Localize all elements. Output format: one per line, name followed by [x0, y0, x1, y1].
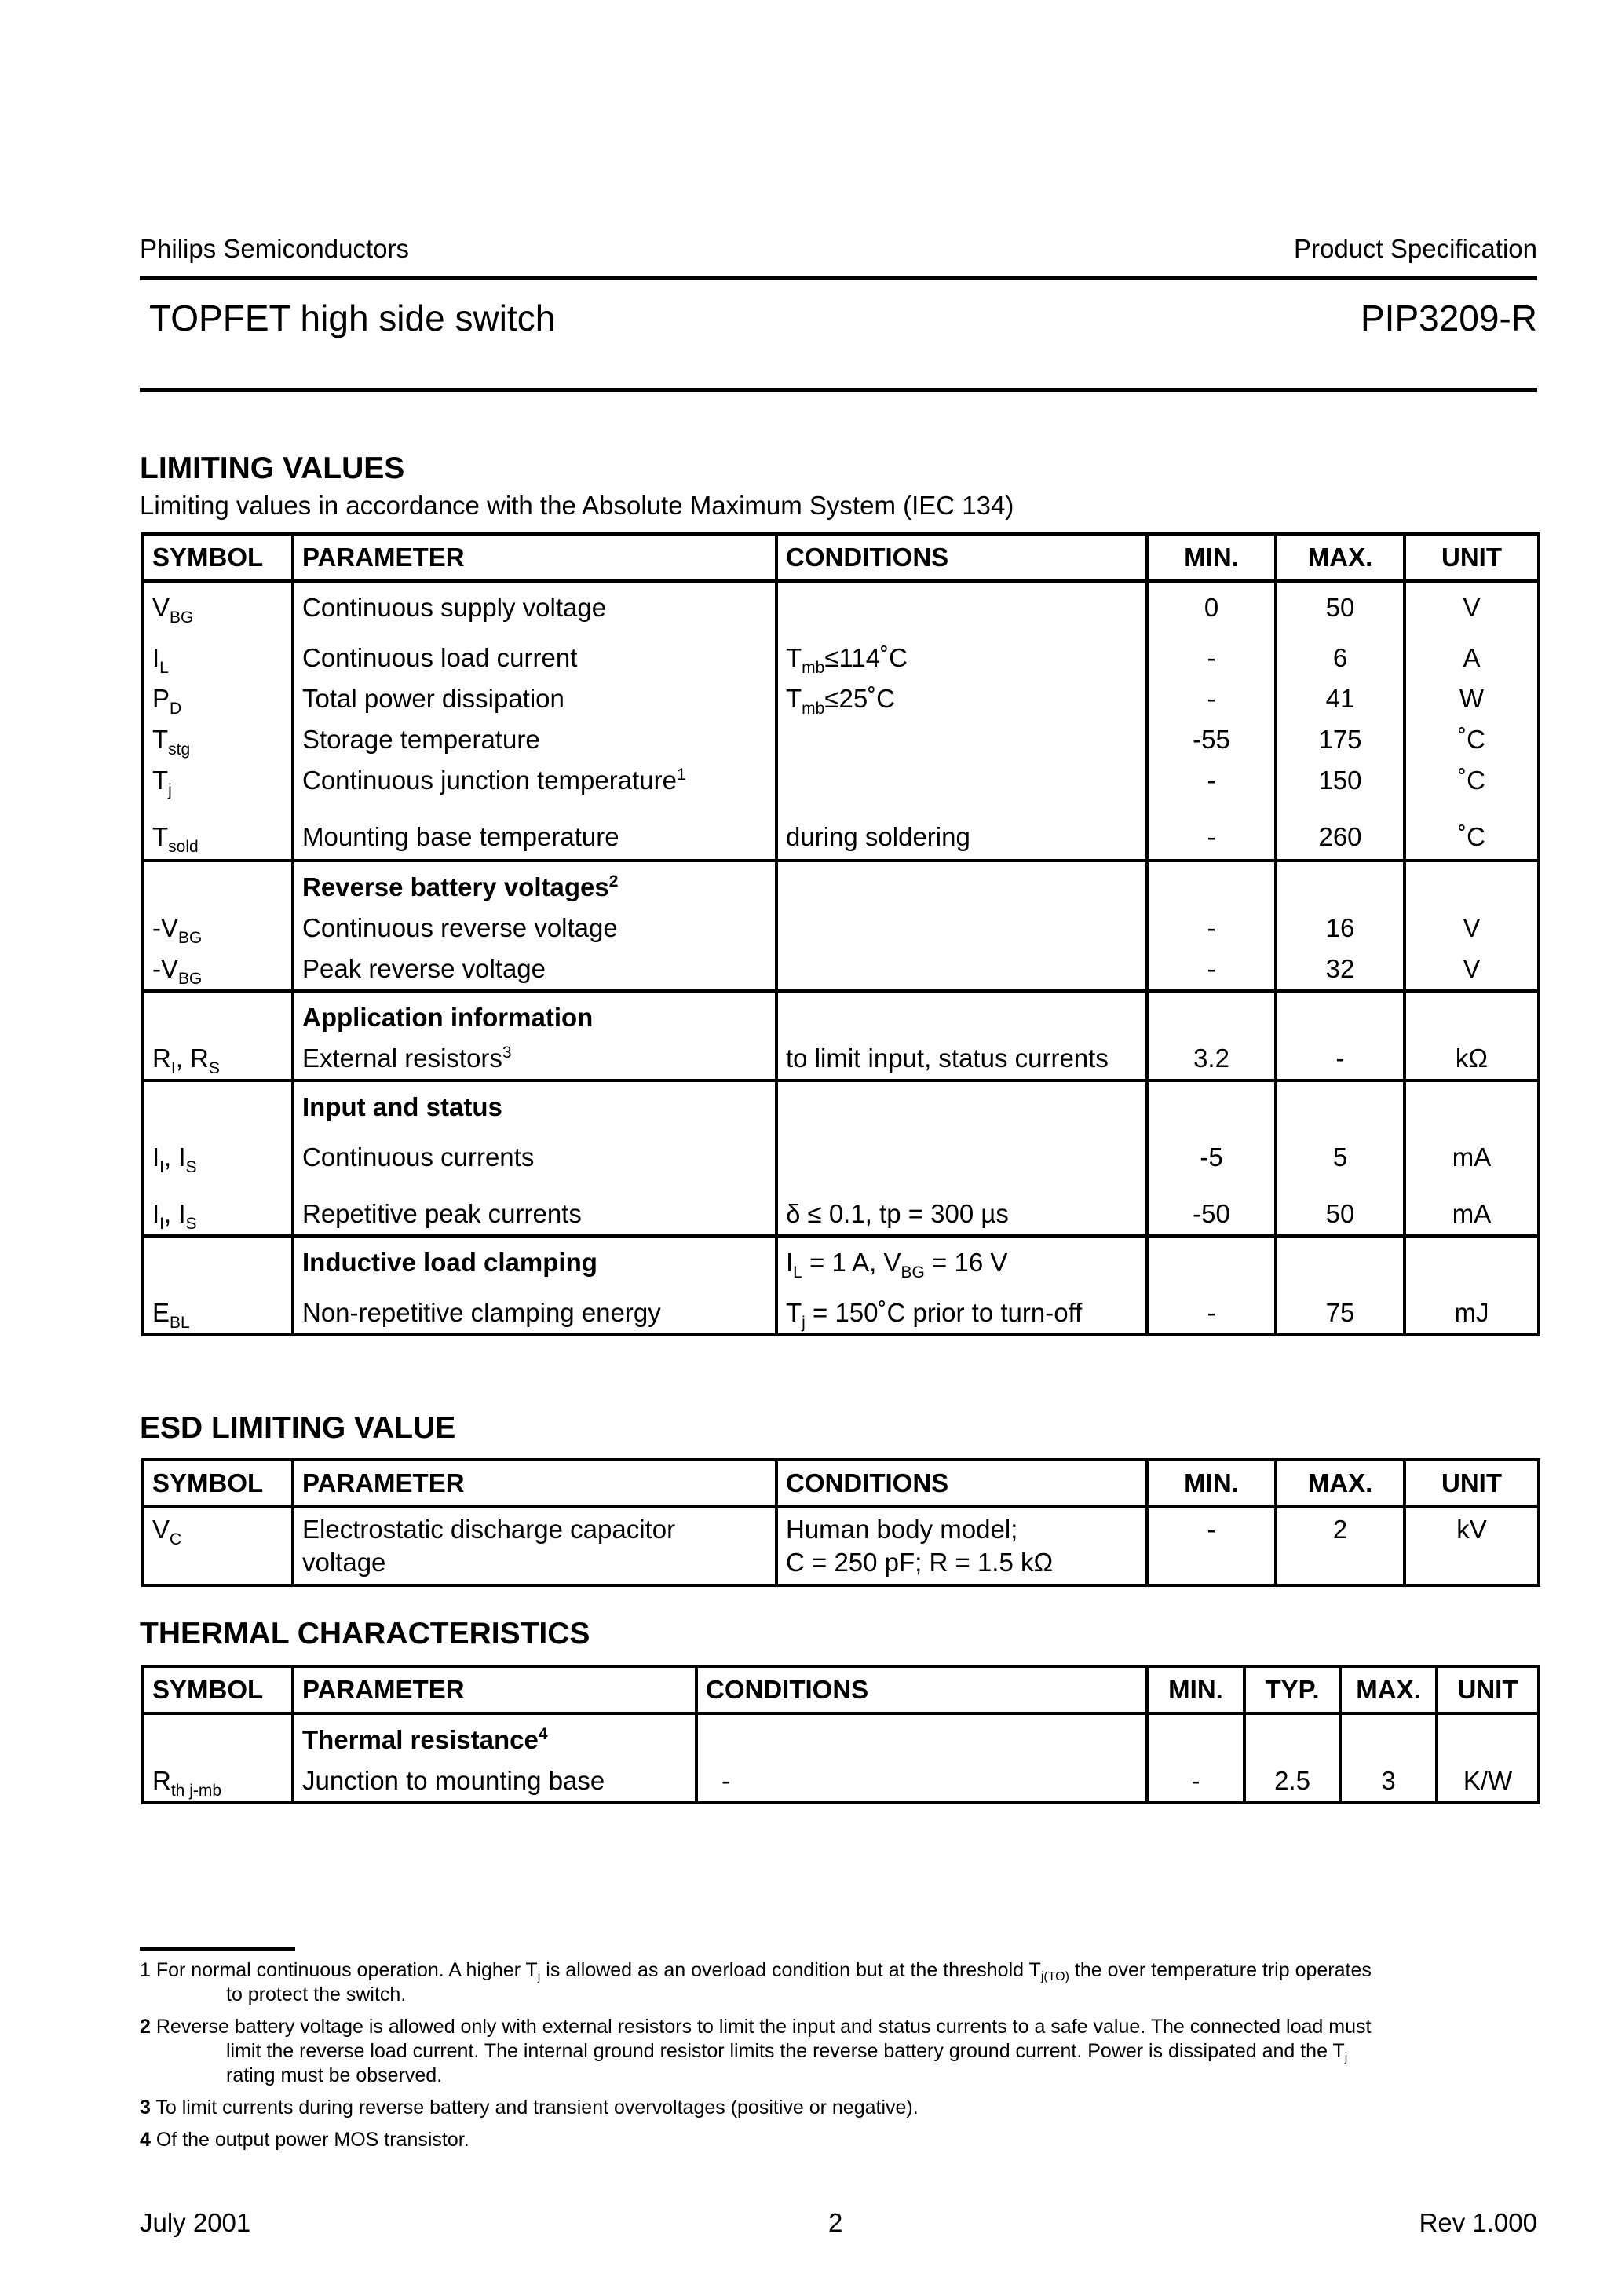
parameter: Continuous reverse voltage [293, 908, 776, 949]
footnote-2: 2 Reverse battery voltage is allowed only with external resistors to limit the input and status currents to a safe value. The connected load must limit the reverse load current. The internal ground resistor limits the reverse battery ground current. Power is dissipated and the $T_j$ rating must be observed. [140, 2016, 1372, 2086]
group-heading: Inductive load clamping [293, 1236, 776, 1292]
thermal-title: THERMAL CHARACTERISTICS [140, 1617, 590, 1651]
page-number: 2 [828, 2208, 843, 2237]
conditions: $T_j$ = 150˚C prior to turn-off [776, 1292, 1147, 1335]
min-value: - [1147, 638, 1276, 678]
table-row [143, 908, 1539, 949]
max-value: 50 [1276, 1194, 1405, 1236]
footnote-3: 3 To limit currents during reverse battery and transient overvoltages (positive or negative). [140, 2097, 919, 2119]
min-value: -55 [1147, 719, 1276, 760]
unit: V [1405, 908, 1539, 949]
limiting-values-table [141, 532, 1540, 1336]
conditions [776, 949, 1147, 991]
min-value: - [1147, 817, 1276, 861]
footnote-ref: 2 [608, 872, 619, 890]
part-number: PIP3209-R [1360, 298, 1537, 338]
group-heading: Input and status [293, 1080, 776, 1137]
symbol: $T_j$ [143, 760, 293, 817]
parameter: Continuous supply voltage [293, 581, 776, 638]
footer-date: July 2001 [140, 2208, 251, 2237]
col-unit: UNIT [1405, 1460, 1539, 1507]
max-value: 75 [1276, 1292, 1405, 1335]
max-value: 50 [1276, 581, 1405, 638]
parameter: Mounting base temperature [293, 817, 776, 861]
parameter: Continuous load current [293, 638, 776, 678]
col-typ: TYP. [1244, 1666, 1340, 1713]
typ-value: 2.5 [1244, 1760, 1340, 1803]
col-max: MAX. [1340, 1666, 1437, 1713]
col-symbol: SYMBOL [143, 1460, 293, 1507]
min-value: - [1147, 1507, 1276, 1585]
max-value: 2 [1276, 1507, 1405, 1585]
min-value: 0 [1147, 581, 1276, 638]
col-conditions: CONDITIONS [776, 534, 1147, 581]
table-row [143, 1137, 1539, 1194]
col-conditions: CONDITIONS [776, 1460, 1147, 1507]
footnote-4: 4 Of the output power MOS transistor. [140, 2129, 469, 2151]
conditions: $T_{mb}\le 25˚C$ [776, 678, 1147, 719]
symbol: $I_I$, $I_S$ [143, 1137, 293, 1194]
spec-type: Product Specification [1293, 234, 1537, 263]
col-min: MIN. [1147, 534, 1276, 581]
parameter: Total power dissipation [293, 678, 776, 719]
parameter: Non-repetitive clamping energy [293, 1292, 776, 1335]
footnote-number: 2 [140, 2016, 151, 2038]
table-header-row [143, 1460, 1539, 1507]
footnote-number: 3 [140, 2097, 151, 2119]
max-value: 5 [1276, 1137, 1405, 1194]
thermal-table [141, 1665, 1540, 1804]
table-row [143, 1194, 1539, 1236]
conditions: δ ≤ 0.1, tp = 300 µs [776, 1194, 1147, 1236]
conditions [776, 1137, 1147, 1194]
symbol: $T_{stg}$ [143, 719, 293, 760]
unit: K/W [1437, 1760, 1539, 1803]
unit: kΩ [1405, 1038, 1539, 1080]
col-max: MAX. [1276, 534, 1405, 581]
symbol: $V_{BG}$ [143, 581, 293, 638]
symbol: $T_{sold}$ [143, 817, 293, 861]
footnote-number: 4 [140, 2129, 151, 2151]
group-heading-row [143, 1080, 1539, 1137]
conditions: to limit input, status currents [776, 1038, 1147, 1080]
parameter: Repetitive peak currents [293, 1194, 776, 1236]
parameter: Junction to mounting base [293, 1760, 696, 1803]
col-unit: UNIT [1405, 534, 1539, 581]
footnote-1: 1 For normal continuous operation. A higher $T_j$ is allowed as an overload condition but at the threshold $T_{j(TO)}$ the over temperature trip operates to protect the switch. [140, 1959, 1372, 2005]
esd-table [141, 1458, 1540, 1587]
symbol: $E_{BL}$ [143, 1292, 293, 1335]
unit: ˚C [1405, 719, 1539, 760]
conditions: Human body model; C = 250 pF; R = 1.5 kΩ [776, 1507, 1147, 1585]
table-row [143, 817, 1539, 861]
conditions [776, 908, 1147, 949]
conditions [776, 760, 1147, 817]
col-min: MIN. [1147, 1460, 1276, 1507]
min-value: -5 [1147, 1137, 1276, 1194]
unit: mA [1405, 1137, 1539, 1194]
col-min: MIN. [1147, 1666, 1244, 1713]
min-value: 3.2 [1147, 1038, 1276, 1080]
limiting-values-title: LIMITING VALUES [140, 452, 405, 485]
group-heading-row [143, 1236, 1539, 1292]
min-value: - [1147, 760, 1276, 817]
footnotes [140, 1958, 1522, 2160]
parameter: Storage temperature [293, 719, 776, 760]
col-unit: UNIT [1437, 1666, 1539, 1713]
group-heading: Application information [293, 991, 776, 1038]
max-value: - [1276, 1038, 1405, 1080]
table-row [143, 1292, 1539, 1335]
conditions: $I_L = 1$ A, $V_{BG} = 16$ V [776, 1236, 1147, 1292]
min-value: - [1147, 678, 1276, 719]
min-value: -50 [1147, 1194, 1276, 1236]
parameter: Electrostatic discharge capacitor voltage [293, 1507, 776, 1585]
symbol: $R_I$, $R_S$ [143, 1038, 293, 1080]
footnote-rule [140, 1947, 295, 1951]
parameter: Peak reverse voltage [293, 949, 776, 991]
symbol: $I_I$, $I_S$ [143, 1194, 293, 1236]
unit: ˚C [1405, 817, 1539, 861]
group-heading: Reverse battery voltages$^2$ [293, 861, 776, 908]
parameter: External resistors$^3$ [293, 1038, 776, 1080]
conditions: during soldering [776, 817, 1147, 861]
table-row [143, 638, 1539, 678]
table-row [143, 678, 1539, 719]
group-heading-row [143, 1713, 1539, 1760]
conditions: $T_{mb}\le 114˚C$ [776, 638, 1147, 678]
footnote-number: 1 [140, 1959, 151, 1981]
table-row [143, 719, 1539, 760]
parameter: Continuous currents [293, 1137, 776, 1194]
table-row [143, 1038, 1539, 1080]
unit: W [1405, 678, 1539, 719]
table-row [143, 949, 1539, 991]
group-heading-row [143, 991, 1539, 1038]
symbol: $V_C$ [143, 1507, 293, 1585]
unit: kV [1405, 1507, 1539, 1585]
footnote-ref: 1 [676, 766, 686, 784]
table-header-row [143, 534, 1539, 581]
col-symbol: SYMBOL [143, 534, 293, 581]
parameter: Continuous junction temperature$^1$ [293, 760, 776, 817]
table-row [143, 1507, 1539, 1585]
conditions [776, 581, 1147, 638]
group-heading-row [143, 861, 1539, 908]
col-parameter: PARAMETER [293, 1460, 776, 1507]
min-value: - [1147, 949, 1276, 991]
col-parameter: PARAMETER [293, 1666, 696, 1713]
footnote-ref: 3 [502, 1044, 512, 1062]
header-rule-bottom [140, 388, 1537, 392]
table-row [143, 1760, 1539, 1803]
table-row [143, 581, 1539, 638]
min-value: - [1147, 1292, 1276, 1335]
max-value: 6 [1276, 638, 1405, 678]
min-value: - [1147, 908, 1276, 949]
unit: mA [1405, 1194, 1539, 1236]
table-row [143, 760, 1539, 817]
conditions [776, 719, 1147, 760]
col-conditions: CONDITIONS [696, 1666, 1147, 1713]
max-value: 16 [1276, 908, 1405, 949]
esd-title: ESD LIMITING VALUE [140, 1411, 456, 1445]
header-rule-top [140, 276, 1537, 280]
symbol: $I_L$ [143, 638, 293, 678]
symbol: $R_{th j-mb}$ [143, 1760, 293, 1803]
symbol: $P_D$ [143, 678, 293, 719]
max-value: 175 [1276, 719, 1405, 760]
company-name: Philips Semiconductors [140, 234, 409, 263]
table-header-row [143, 1666, 1539, 1713]
unit: V [1405, 581, 1539, 638]
symbol: $-V_{BG}$ [143, 949, 293, 991]
col-parameter: PARAMETER [293, 534, 776, 581]
footnote-ref: 4 [538, 1725, 548, 1743]
col-max: MAX. [1276, 1460, 1405, 1507]
group-heading: Thermal resistance$^4$ [293, 1713, 696, 1760]
document-title: TOPFET high side switch [149, 298, 556, 338]
unit: A [1405, 638, 1539, 678]
col-symbol: SYMBOL [143, 1666, 293, 1713]
unit: V [1405, 949, 1539, 991]
revision: Rev 1.000 [1419, 2208, 1537, 2237]
min-value: - [1147, 1760, 1244, 1803]
unit: ˚C [1405, 760, 1539, 817]
max-value: 41 [1276, 678, 1405, 719]
max-value: 3 [1340, 1760, 1437, 1803]
limiting-values-subtitle: Limiting values in accordance with the Absolute Maximum System (IEC 134) [140, 491, 1014, 520]
max-value: 150 [1276, 760, 1405, 817]
symbol: $-V_{BG}$ [143, 908, 293, 949]
max-value: 260 [1276, 817, 1405, 861]
unit: mJ [1405, 1292, 1539, 1335]
conditions: - [696, 1760, 1147, 1803]
max-value: 32 [1276, 949, 1405, 991]
